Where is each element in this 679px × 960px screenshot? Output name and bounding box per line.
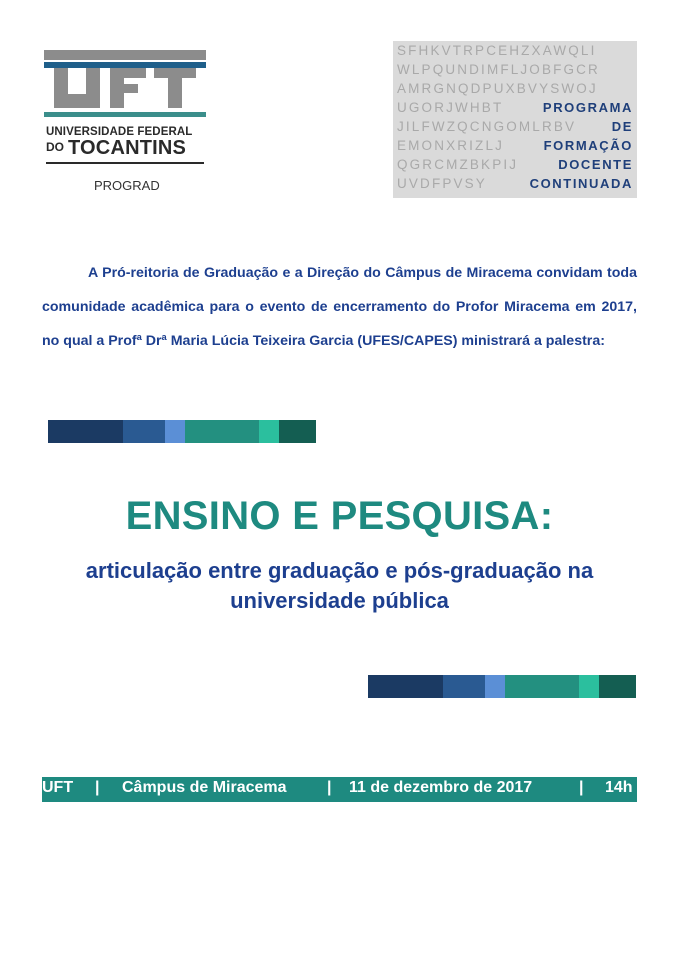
logo-bottom-bar <box>44 112 206 117</box>
color-strip-top <box>48 420 316 443</box>
footer-separator: | <box>579 779 584 796</box>
logo-do: DO <box>46 140 64 154</box>
grid-row: UVDFPVSY CONTINUADA <box>397 176 633 191</box>
grid-word-de: DE <box>611 119 633 134</box>
grid-word-docente: DOCENTE <box>558 157 633 172</box>
footer-date: 11 de dezembro de 2017 <box>349 779 533 796</box>
uft-logo <box>42 46 208 196</box>
grid-row: EMONXRIZLJ FORMAÇÃO <box>397 138 633 153</box>
grid-row: WLPQUNDIMFLJOBFGCR <box>397 62 600 77</box>
intro-paragraph <box>42 256 637 358</box>
grid-word-formacao: FORMAÇÃO <box>543 138 633 153</box>
prograd-label: PROGRAD <box>94 178 160 193</box>
event-info-bar <box>42 777 637 802</box>
grid-row: AMRGNQDPUXBVYSWOJ <box>397 81 598 96</box>
footer-separator: | <box>327 779 332 796</box>
footer-separator: | <box>95 779 100 796</box>
profor-letter-grid <box>393 41 637 198</box>
grid-word-continuada: CONTINUADA <box>529 176 633 191</box>
footer-campus: Câmpus de Miracema <box>122 779 287 796</box>
grid-row: QGRCMZBKPIJ DOCENTE <box>397 157 633 172</box>
event-subtitle: articulação entre graduação e pós-graduação na universidade pública <box>85 558 594 613</box>
grid-row: SFHKVTRPCEHZXAWQLI <box>397 43 597 58</box>
grid-word-programa: PROGRAMA <box>542 100 633 115</box>
footer-time: 14h <box>605 779 633 796</box>
footer-org: UFT <box>42 779 74 796</box>
logo-underline <box>46 162 204 164</box>
event-title: ENSINO E PESQUISA: <box>125 494 554 538</box>
grid-row: UGORJWHBT PROGRAMA <box>397 100 633 115</box>
intro-text: A Pró-reitoria de Graduação e a Direção do Câmpus de Miracema convidam toda comunidade acadêmica para o evento de encerramento do Profor Miracema em 2017, no qual a Profª Drª Maria Lúcia Teixeira Garcia (UFES/CAPES) ministrará a palestra: <box>42 265 637 349</box>
logo-tocantins: TOCANTINS <box>68 137 187 159</box>
color-strip-bottom <box>368 675 636 698</box>
uft-letters-icon <box>42 46 208 116</box>
logo-university-line: UNIVERSIDADE FEDERAL <box>46 126 193 138</box>
grid-row: JILFWZQCNGOMLRBV DE <box>397 119 633 134</box>
